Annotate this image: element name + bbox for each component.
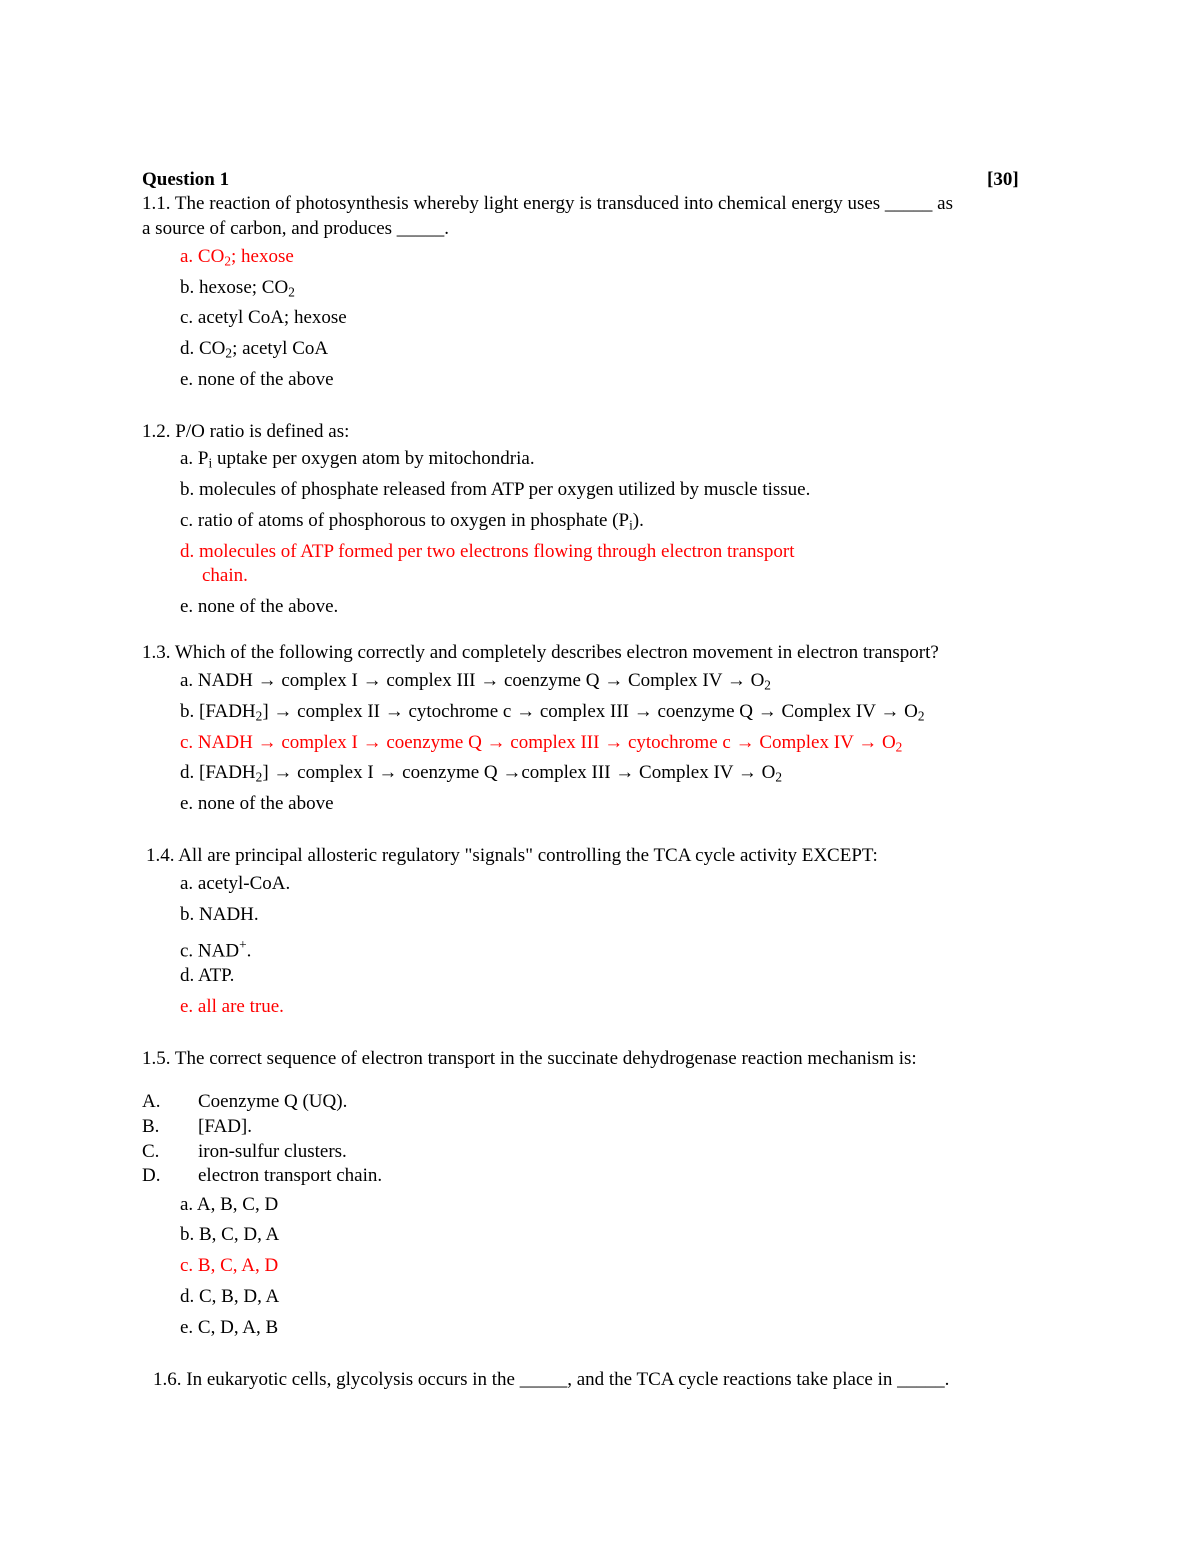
q1-2-option-b: b. molecules of phosphate released from ATP per oxygen utilized by muscle tissue. (180, 479, 811, 500)
q1-2-option-d-line2: chain. (202, 565, 248, 586)
q1-5-option-d: d. C, B, D, A (180, 1286, 280, 1307)
q1-2-option-c: c. ratio of atoms of phosphorous to oxygen in phosphate $(P_i)$. (180, 510, 644, 533)
q1-3-option-c: c. NADH → complex I → coenzyme Q → complex III → cytochrome c → Complex IV → $O_2$ (180, 732, 903, 755)
q1-6-text: 1.6. In eukaryotic cells, glycolysis occurs in the _____, and the TCA cycle reactions take place in _____. (153, 1369, 950, 1390)
q1-4-option-c: c. NAD+. (180, 937, 252, 962)
question-title: Question 1 (142, 169, 230, 190)
q1-3-option-e: e. none of the above (180, 793, 334, 814)
q1-1-option-c: c. acetyl CoA; hexose (180, 307, 347, 328)
q1-4-option-e: e. all are true. (180, 996, 284, 1017)
q1-5-text: 1.5. The correct sequence of electron transport in the succinate dehydrogenase reaction mechanism is: (142, 1048, 917, 1069)
q1-1-option-e: e. none of the above (180, 369, 334, 390)
q1-1-text-line1: 1.1. The reaction of photosynthesis whereby light energy is transduced into chemical energy uses _____ as (142, 193, 954, 214)
question-marks: [30] (987, 169, 1019, 190)
q1-4-text: 1.4. All are principal allosteric regulatory "signals" controlling the TCA cycle activity EXCEPT: (146, 845, 878, 866)
q1-5-option-b: b. B, C, D, A (180, 1224, 280, 1245)
q1-2-option-e: e. none of the above. (180, 596, 339, 617)
q1-1-option-a: a. $CO_2$; hexose (180, 246, 294, 269)
q1-1-text-line2: a source of carbon, and produces _____. (142, 218, 450, 239)
q1-4-option-a: a. acetyl-CoA. (180, 873, 291, 894)
q1-3-option-b: b. $[FADH_2]$ → complex II → cytochrome c → complex III → coenzyme Q → Complex IV → $O_2$ (180, 701, 925, 724)
q1-4-option-d: d. ATP. (180, 965, 235, 986)
q1-5-option-e: e. C, D, A, B (180, 1317, 279, 1338)
q1-1-option-d: d. $CO_2$; acetyl CoA (180, 338, 329, 361)
q1-3-text: 1.3. Which of the following correctly and completely describes electron movement in electron transport? (142, 642, 939, 663)
q1-2-text: 1.2. P/O ratio is defined as: (142, 421, 350, 442)
q1-5-option-a: a. A, B, C, D (180, 1194, 279, 1215)
q1-4-option-b: b. NADH. (180, 904, 259, 925)
q1-1-option-b: b. hexose; $CO_2$ (180, 277, 295, 300)
q1-3-option-a: a. NADH → complex I → complex III → coenzyme Q → Complex IV → $O_2$ (180, 670, 771, 693)
q1-5-option-c: c. B, C, A, D (180, 1255, 279, 1276)
q1-2-option-d-line1: d. molecules of ATP formed per two electrons flowing through electron transport (180, 541, 795, 562)
q1-2-option-a: a. $P_i$ uptake per oxygen atom by mitochondria. (180, 448, 535, 471)
q1-3-option-d: d. $[FADH_2]$ → complex I → coenzyme Q →complex III → Complex IV → $O_2$ (180, 762, 783, 785)
